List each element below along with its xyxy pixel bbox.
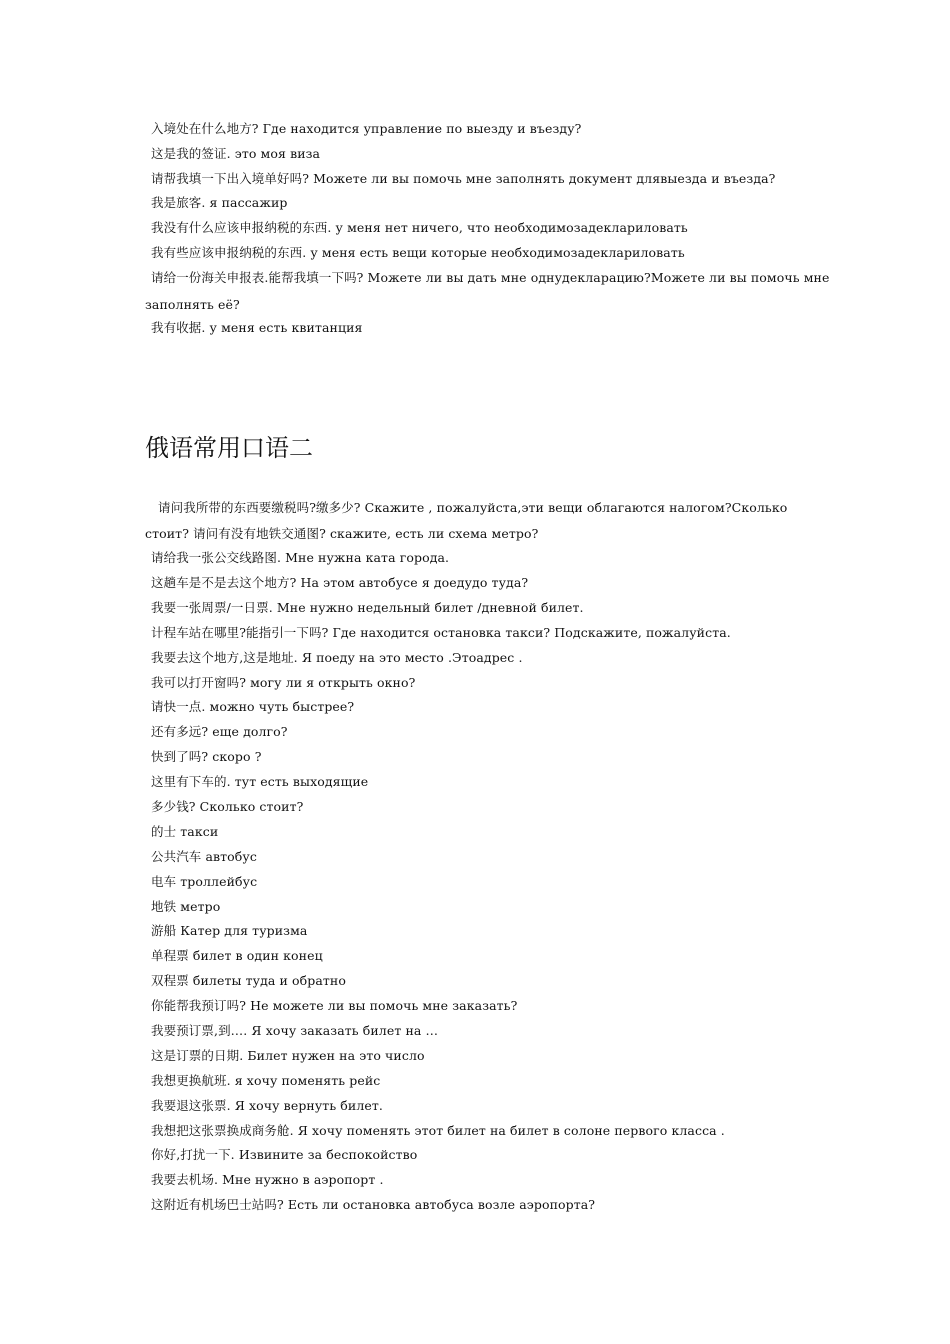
text-line: 这是我的签证. это моя виза: [151, 146, 321, 161]
text-line: 我是旅客. я пассажир: [151, 195, 288, 210]
section-heading: 俄语常用口语二: [145, 434, 313, 462]
text-line: 还有多远? еще долго?: [151, 724, 288, 739]
text-line: 我要一张周票/一日票. Мне нужно недельный билет /дневной билет.: [151, 600, 584, 615]
text-line: 这是订票的日期. Билет нужен на это число: [151, 1048, 425, 1063]
text-line: 我要去机场. Мне нужно в аэропорт .: [151, 1172, 384, 1187]
text-line: 我要退这张票. Я хочу вернуть билет.: [151, 1098, 383, 1113]
text-line: 双程票 билеты туда и обратно: [151, 973, 346, 988]
text-line: 的士 такси: [151, 824, 219, 839]
text-line: 我想把这张票换成商务舱. Я хочу поменять этот билет на билет в солоне первого класса .: [151, 1123, 725, 1138]
text-line: 请帮我填一下出入境单好吗? Можете ли вы помочь мне заполнять документ длявыезда и въезда?: [151, 171, 776, 186]
text-line: заполнять её?: [145, 297, 240, 312]
text-line: 电车 троллейбус: [151, 874, 258, 889]
text-line: 我有收据. у меня есть квитанция: [151, 320, 363, 335]
text-line: 我想更换航班. я хочу поменять рейс: [151, 1073, 381, 1088]
text-line: 地铁 метро: [151, 899, 221, 914]
text-line: 计程车站在哪里?能指引一下吗? Где находится остановка такси? Подскажите, пожалуйста.: [151, 625, 731, 640]
text-line: 请快一点. можно чуть быстрее?: [151, 699, 355, 714]
text-line: 我要预订票,到…. Я хочу заказать билет на …: [151, 1023, 439, 1038]
text-line: 我有些应该申报纳税的东西. у меня есть вещи которые необходимозадеклариловать: [151, 245, 685, 260]
text-line: 单程票 билет в один конец: [151, 948, 323, 963]
text-line: 多少钱? Сколько стоит?: [151, 799, 304, 814]
text-line: стоит? 请问有没有地铁交通图? скажите, есть ли схема метро?: [145, 526, 539, 541]
text-line: 你能帮我预订吗? Не можете ли вы помочь мне заказать?: [151, 998, 518, 1013]
text-line: 快到了吗? скоро ?: [151, 749, 262, 764]
text-line: 请问我所带的东西要缴税吗?缴多少? Скажите , пожалуйста,эти вещи облагаются налогом?Сколько: [158, 500, 788, 515]
text-line: 我要去这个地方,这是地址. Я поеду на это место .Этоадрес .: [151, 650, 523, 665]
text-line: 这里有下车的. тут есть выходящие: [151, 774, 369, 789]
text-line: 游船 Катер для туризма: [151, 923, 308, 938]
text-line: 这趟车是不是去这个地方? На этом автобусе я доедудо туда?: [151, 575, 529, 590]
text-line: 请给一份海关申报表.能帮我填一下吗? Можете ли вы дать мне однудекларацию?Можете ли вы помочь мне: [151, 270, 830, 285]
text-line: 公共汽车 автобус: [151, 849, 257, 864]
text-line: 请给我一张公交线路图. Мне нужна ката города.: [151, 550, 450, 565]
text-line: 你好,打扰一下. Извините за беспокойство: [151, 1147, 418, 1162]
text-line: 入境处在什么地方? Где находится управление по выезду и въезду?: [151, 121, 582, 136]
text-line: 这附近有机场巴士站吗? Есть ли остановка автобуса возле аэропорта?: [151, 1197, 596, 1212]
text-line: 我可以打开窗吗? могу ли я открыть окно?: [151, 675, 416, 690]
text-line: 我没有什么应该申报纳税的东西. у меня нет ничего, что необходимозадеклариловать: [151, 220, 688, 235]
